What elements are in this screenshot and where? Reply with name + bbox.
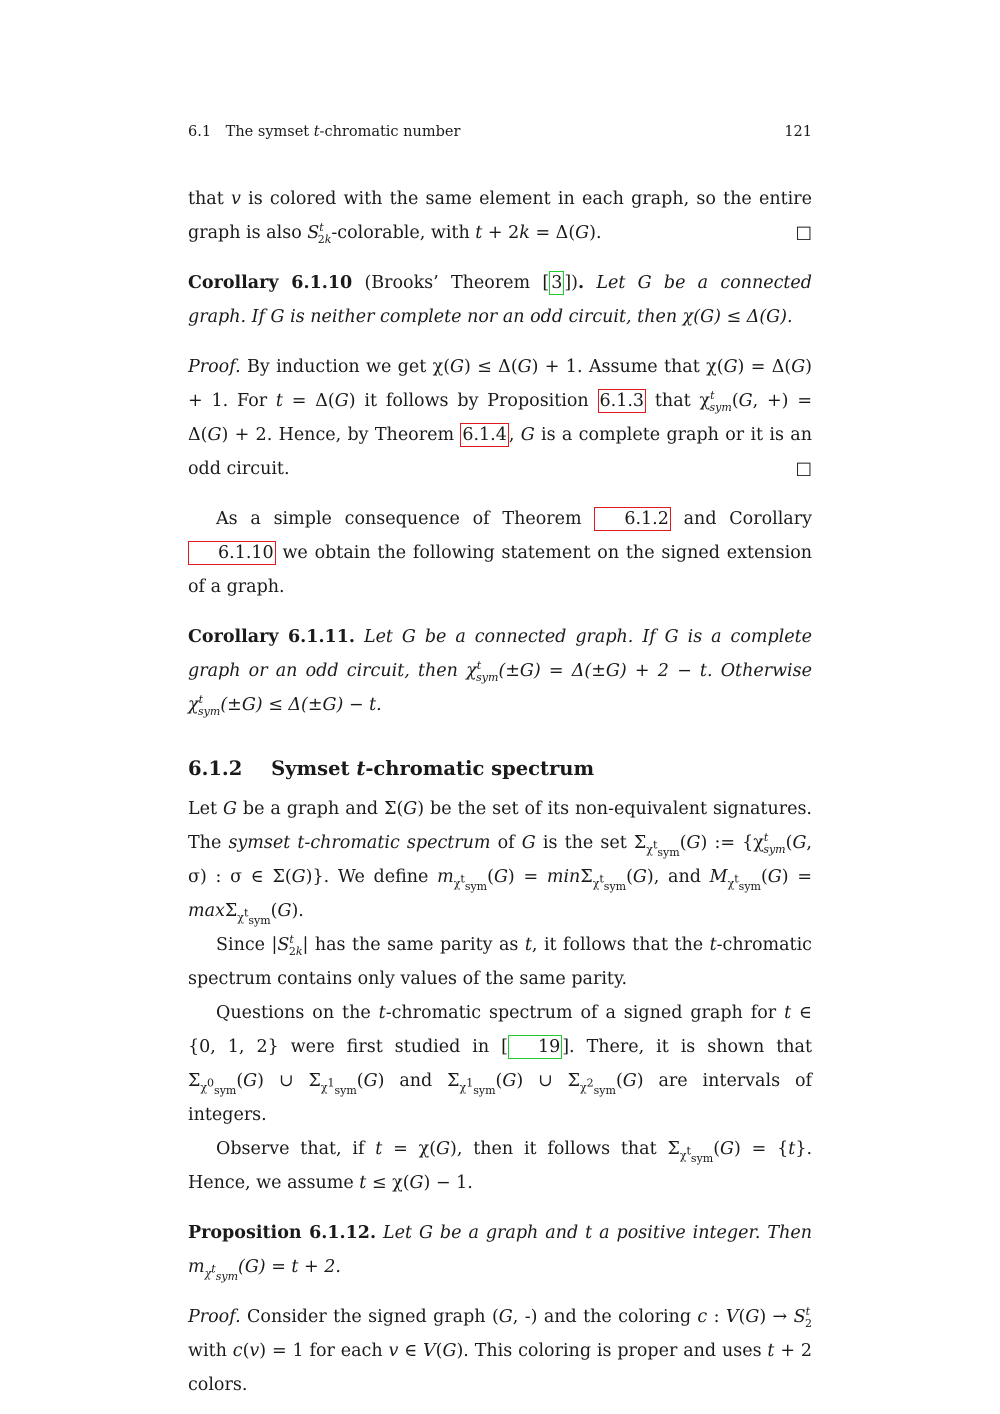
proposition-label: Proposition 6.1.12. bbox=[188, 1223, 377, 1243]
ref-link[interactable]: 6.1.2 bbox=[594, 507, 671, 531]
proof-label: Proof. bbox=[188, 357, 241, 377]
ref-link[interactable]: 6.1.10 bbox=[188, 541, 276, 565]
proof-1: Proof. By induction we get χ(G) ≤ Δ(G) + 1. Assume that χ(G) = Δ(G) + 1. For t = Δ(G) it follows by Proposition 6.1.3 that $\chi^t_{sym}(G$, +) = Δ(G) + 2. Hence, by Theorem 6.1.4 , G is a complete graph or it is an odd circuit. □ bbox=[188, 350, 812, 486]
qed-symbol: □ bbox=[795, 223, 812, 243]
page-number: 121 bbox=[784, 124, 812, 140]
paragraph-observe: Observe that, if t = χ(G), then it follows that $\Sigma_{\chi^t_{sym}}(G) = \{t\}$. Hence, we assume t ≤ χ(G) − 1. bbox=[188, 1139, 813, 1193]
paragraph-spectrum-definition: Let G be a graph and Σ(G) be the set of its non-equivalent signatures. The symset t-chromatic spectrum of G is the set $\Sigma_{\chi^t_{sym}}(G)$ := {$\chi^t_{sym}(G$, σ) : σ ∈ Σ(G)}. We define $m_{\chi^t_{sym}}(G) = \min\Sigma_{\chi^t_{sym}}(G)$, and $M_{\chi^t_{sym}}(G) = \max\Sigma_{\chi^t_{sym}}(G)$. bbox=[188, 799, 812, 927]
subsection-title: Symset t-chromatic spectrum bbox=[271, 757, 595, 780]
subsection-heading bbox=[188, 752, 812, 786]
paragraph-consequence: As a simple consequence of Theorem 6.1.2 and Corollary 6.1.10 we obtain the following statement on the signed extension of a graph. bbox=[188, 509, 812, 597]
proof-label: Proof. bbox=[188, 1307, 241, 1327]
corollary-6-1-10: Corollary 6.1.10 (Brooks’ Theorem [ 3 ]). Let G be a connected graph. If G is neither complete nor an odd circuit, then χ(G) ≤ Δ(G). bbox=[188, 273, 812, 327]
header-section-number: 6.1 bbox=[188, 124, 212, 140]
corollary-6-1-11: Corollary 6.1.11. Let G be a connected graph. If G is a complete graph or an odd circuit, then $\chi^t_{sym}(\pm G) = \Delta(\pm G) + 2 - t$. Otherwise $\chi^t_{sym}(\pm G) \le \Delta(\pm G) - t$. bbox=[188, 627, 812, 718]
paragraph-continuation: that v is colored with the same element in each graph, so the entire graph is also $S^t_{2k}$-colorable, with t + 2k = Δ(G). □ bbox=[188, 182, 812, 250]
page-body bbox=[188, 182, 812, 1402]
ref-link[interactable]: 6.1.4 bbox=[462, 425, 507, 445]
header-section bbox=[188, 124, 460, 140]
corollary-label: Corollary 6.1.10 bbox=[188, 273, 353, 293]
ref-link[interactable]: 6.1.3 bbox=[599, 391, 645, 411]
proposition-6-1-12: Proposition 6.1.12. Let G be a graph and t a positive integer. Then $m_{\chi^t_{sym}}(G) = t + 2$. bbox=[188, 1223, 812, 1283]
paragraph-parity: Since $|S^t_{2k}|$ has the same parity as t, it follows that the t-chromatic spectrum contains only values of the same parity. bbox=[188, 933, 812, 989]
citation-link[interactable]: 3 bbox=[551, 273, 563, 293]
header-section-title: The symset t-chromatic number bbox=[225, 124, 461, 140]
qed-symbol: □ bbox=[795, 459, 812, 479]
running-header bbox=[188, 124, 812, 140]
citation-link[interactable]: 19 bbox=[508, 1035, 562, 1059]
corollary-label: Corollary 6.1.11. bbox=[188, 627, 355, 647]
paragraph-questions: Questions on the t-chromatic spectrum of a signed graph for t ∈ {0, 1, 2} were first studied in [ 19 ]. There, it is shown that $\Sigma_{\chi^0_{sym}}(G)$ ∪ $\Sigma_{\chi^1_{sym}}(G)$ and $\Sigma_{\chi^1_{sym}}(G)$ ∪ $\Sigma_{\chi^2_{sym}}(G)$ are intervals of integers. bbox=[188, 1003, 812, 1125]
subsection-number: 6.1.2 bbox=[188, 757, 243, 780]
proof-2: Proof. Consider the signed graph (G, -) and the coloring c : $V(G) \to S^t_2$ with c(v) = 1 for each v ∈ V(G). This coloring is proper and uses t + 2 colors. bbox=[188, 1305, 812, 1395]
